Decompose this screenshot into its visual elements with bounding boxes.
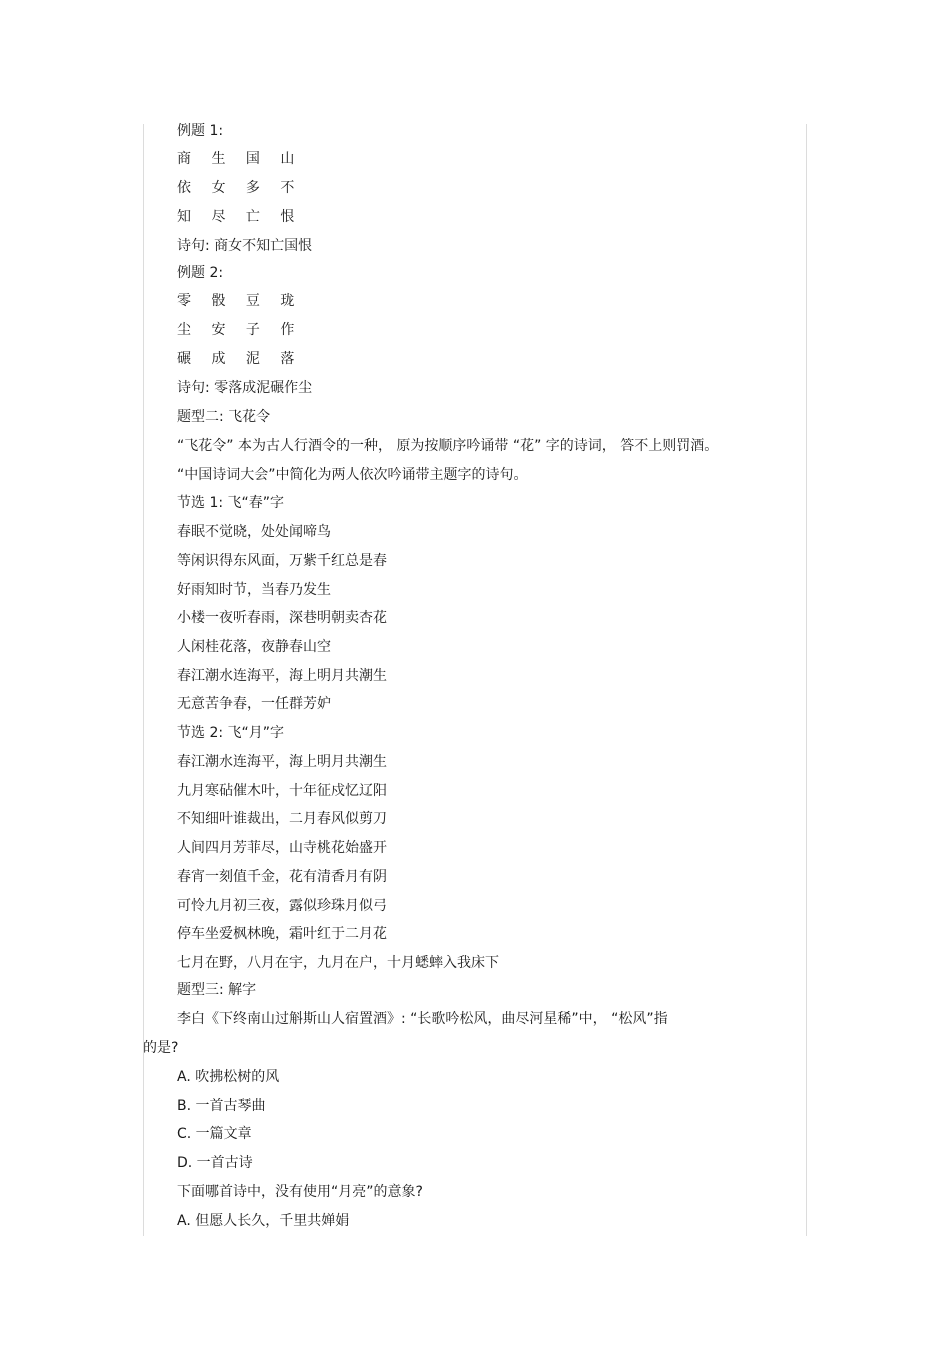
excerpt-2-heading: 节选 2: 飞“月”字 (177, 725, 285, 741)
question-2-text: 下面哪首诗中，没有使用“月亮”的意象? (177, 1184, 423, 1200)
puzzle-1-row-1: 商 生 国 山 (177, 151, 303, 167)
moon-verse-5: 春宵一刻值千金，花有清香月有阴 (177, 869, 387, 885)
moon-verse-1: 春江潮水连海平，海上明月共潮生 (177, 754, 387, 770)
moon-verse-7: 停车坐爱枫林晚，霜叶红于二月花 (177, 926, 387, 942)
feihualing-description-2: “中国诗词大会”中简化为两人依次吟诵带主题字的诗句。 (177, 467, 528, 483)
puzzle-1-answer: 诗句: 商女不知亡国恨 (177, 238, 313, 254)
spring-verse-4: 小楼一夜听春雨，深巷明朝卖杏花 (177, 610, 387, 626)
question-1-text-continued: 的是? (143, 1040, 179, 1056)
question-2-option-a: A. 但愿人长久，千里共婵娟 (177, 1213, 350, 1229)
section-3-heading: 题型三: 解字 (177, 982, 257, 998)
spring-verse-2: 等闲识得东风面，万紫千红总是春 (177, 553, 387, 569)
feihualing-description-1: “飞花令” 本为古人行酒令的一种， 原为按顺序吟诵带 “花” 字的诗词， 答不上则罚酒。 (177, 438, 719, 454)
spring-verse-3: 好雨知时节，当春乃发生 (177, 582, 331, 598)
puzzle-1-row-3: 知 尽 亡 恨 (177, 209, 303, 225)
section-2-heading: 题型二: 飞花令 (177, 409, 271, 425)
excerpt-1-heading: 节选 1: 飞“春”字 (177, 495, 285, 511)
puzzle-2-answer: 诗句: 零落成泥碾作尘 (177, 380, 313, 396)
example-2-heading: 例题 2: (177, 265, 224, 281)
spring-verse-5: 人闲桂花落，夜静春山空 (177, 639, 331, 655)
moon-verse-6: 可怜九月初三夜，露似珍珠月似弓 (177, 898, 387, 914)
example-1-heading: 例题 1: (177, 123, 224, 139)
moon-verse-3: 不知细叶谁裁出，二月春风似剪刀 (177, 811, 387, 827)
spring-verse-6: 春江潮水连海平，海上明月共潮生 (177, 668, 387, 684)
question-1-option-b: B. 一首古琴曲 (177, 1098, 266, 1114)
spring-verse-1: 春眠不觉晓，处处闻啼鸟 (177, 524, 331, 540)
question-1-option-c: C. 一篇文章 (177, 1126, 252, 1142)
moon-verse-8: 七月在野，八月在宇，九月在户，十月蟋蟀入我床下 (177, 955, 499, 971)
puzzle-2-row-2: 尘 安 子 作 (177, 322, 303, 338)
question-1-option-a: A. 吹拂松树的风 (177, 1069, 280, 1085)
puzzle-2-row-1: 零 骰 豆 珑 (177, 293, 303, 309)
question-1-option-d: D. 一首古诗 (177, 1155, 253, 1171)
puzzle-2-row-3: 碾 成 泥 落 (177, 351, 303, 367)
left-margin-rule (143, 124, 144, 1236)
moon-verse-2: 九月寒砧催木叶，十年征戍忆辽阳 (177, 783, 387, 799)
moon-verse-4: 人间四月芳菲尽，山寺桃花始盛开 (177, 840, 387, 856)
right-margin-rule (806, 124, 807, 1236)
spring-verse-7: 无意苦争春，一任群芳妒 (177, 696, 331, 712)
question-1-text: 李白《下终南山过斛斯山人宿置酒》: “长歌吟松风，曲尽河星稀”中， “松风”指 (177, 1011, 668, 1027)
puzzle-1-row-2: 依 女 多 不 (177, 180, 303, 196)
